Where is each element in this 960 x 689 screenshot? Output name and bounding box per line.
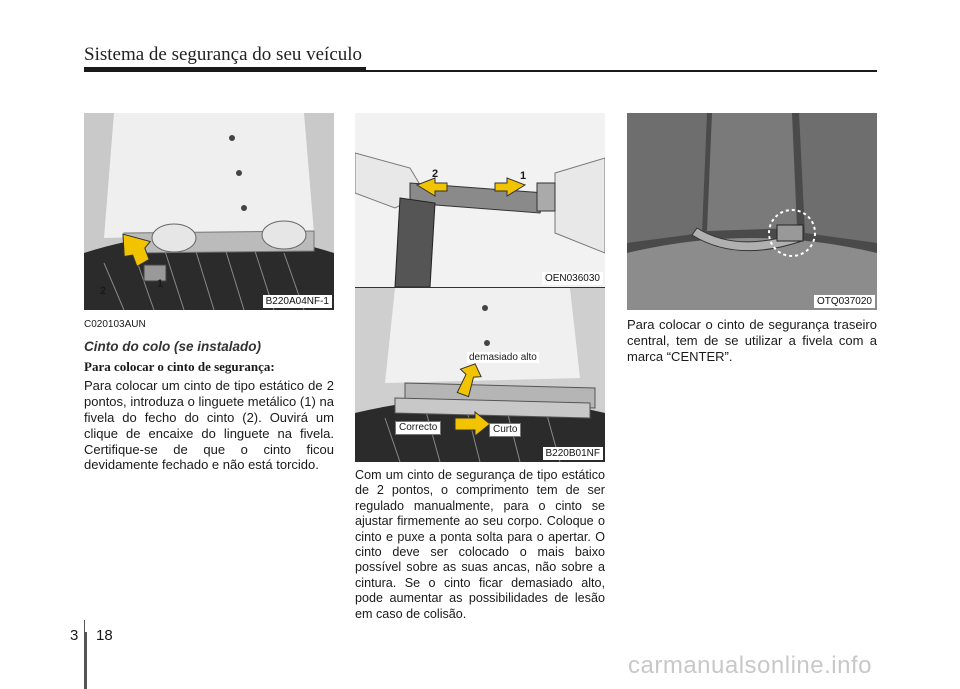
callout-2: 2 — [100, 285, 107, 297]
figure-rear-center-belt — [627, 113, 877, 310]
figure-belt-position — [355, 287, 605, 462]
callout-1: 1 — [157, 278, 164, 290]
figure-lap-belt-buckle — [84, 113, 334, 310]
figure-code: OEN036030 — [542, 272, 603, 285]
body-text: Com um cinto de segurança de tipo estático de 2 pontos, o comprimento tem de ser regulado manualmente, para o cinto se ajustar firmemente ao seu corpo. Coloque o cinto e puxe a ponta solta para o apertar. O cinto deve ser colocado o mais baixo possível sobre as suas ancas, não sobre a cintura. Se o cinto ficar demasiado alto, pode aumentar as possibilidades de lesão em caso de colisão. — [355, 468, 605, 621]
page-number: 18 — [96, 627, 113, 644]
figure-code: B220B01NF — [543, 447, 603, 460]
column-3 — [627, 317, 877, 364]
section-subheading: Para colocar o cinto de segurança: — [84, 358, 275, 374]
section-heading: Cinto do colo (se instalado) — [84, 338, 262, 354]
label-correct: Correcto — [395, 421, 441, 435]
column-2 — [355, 468, 605, 622]
footer-divider — [84, 620, 85, 632]
belt-position-illustration — [355, 288, 605, 462]
callout-2: 2 — [432, 168, 439, 180]
body-text: Para colocar o cinto de segurança traseiro central, tem de se utilizar a fivela com a marca “CENTER”. — [627, 317, 877, 364]
lap-belt-illustration — [84, 113, 334, 310]
chapter-number: 3 — [70, 627, 79, 644]
column-1 — [84, 317, 334, 473]
figure-code: OTQ037020 — [814, 295, 875, 308]
rear-seat-illustration — [627, 113, 877, 310]
header-rule-thin — [366, 70, 877, 72]
page-header-title: Sistema de segurança do seu veículo — [84, 44, 363, 65]
figure-belt-adjust — [355, 113, 605, 287]
footer-divider-thick — [84, 632, 87, 689]
label-short: Curto — [489, 423, 521, 437]
body-text: Para colocar um cinto de tipo estático de 2 pontos, introduza o linguete metálico (1) na fivela do fecho do cinto (2). Ouvirá um clique de encaixe do linguete na fivela. Certifique-se de que o cinto ficou devidamente fechado e não está torcido. — [84, 378, 334, 473]
label-too-high: demasiado alto — [469, 352, 537, 363]
figure-code: B220A04NF-1 — [263, 295, 332, 308]
section-code: C020103AUN — [84, 319, 146, 330]
belt-adjust-illustration — [355, 113, 605, 287]
callout-1: 1 — [520, 170, 527, 182]
header-rule — [84, 67, 366, 72]
watermark: carmanualsonline.info — [628, 652, 872, 679]
